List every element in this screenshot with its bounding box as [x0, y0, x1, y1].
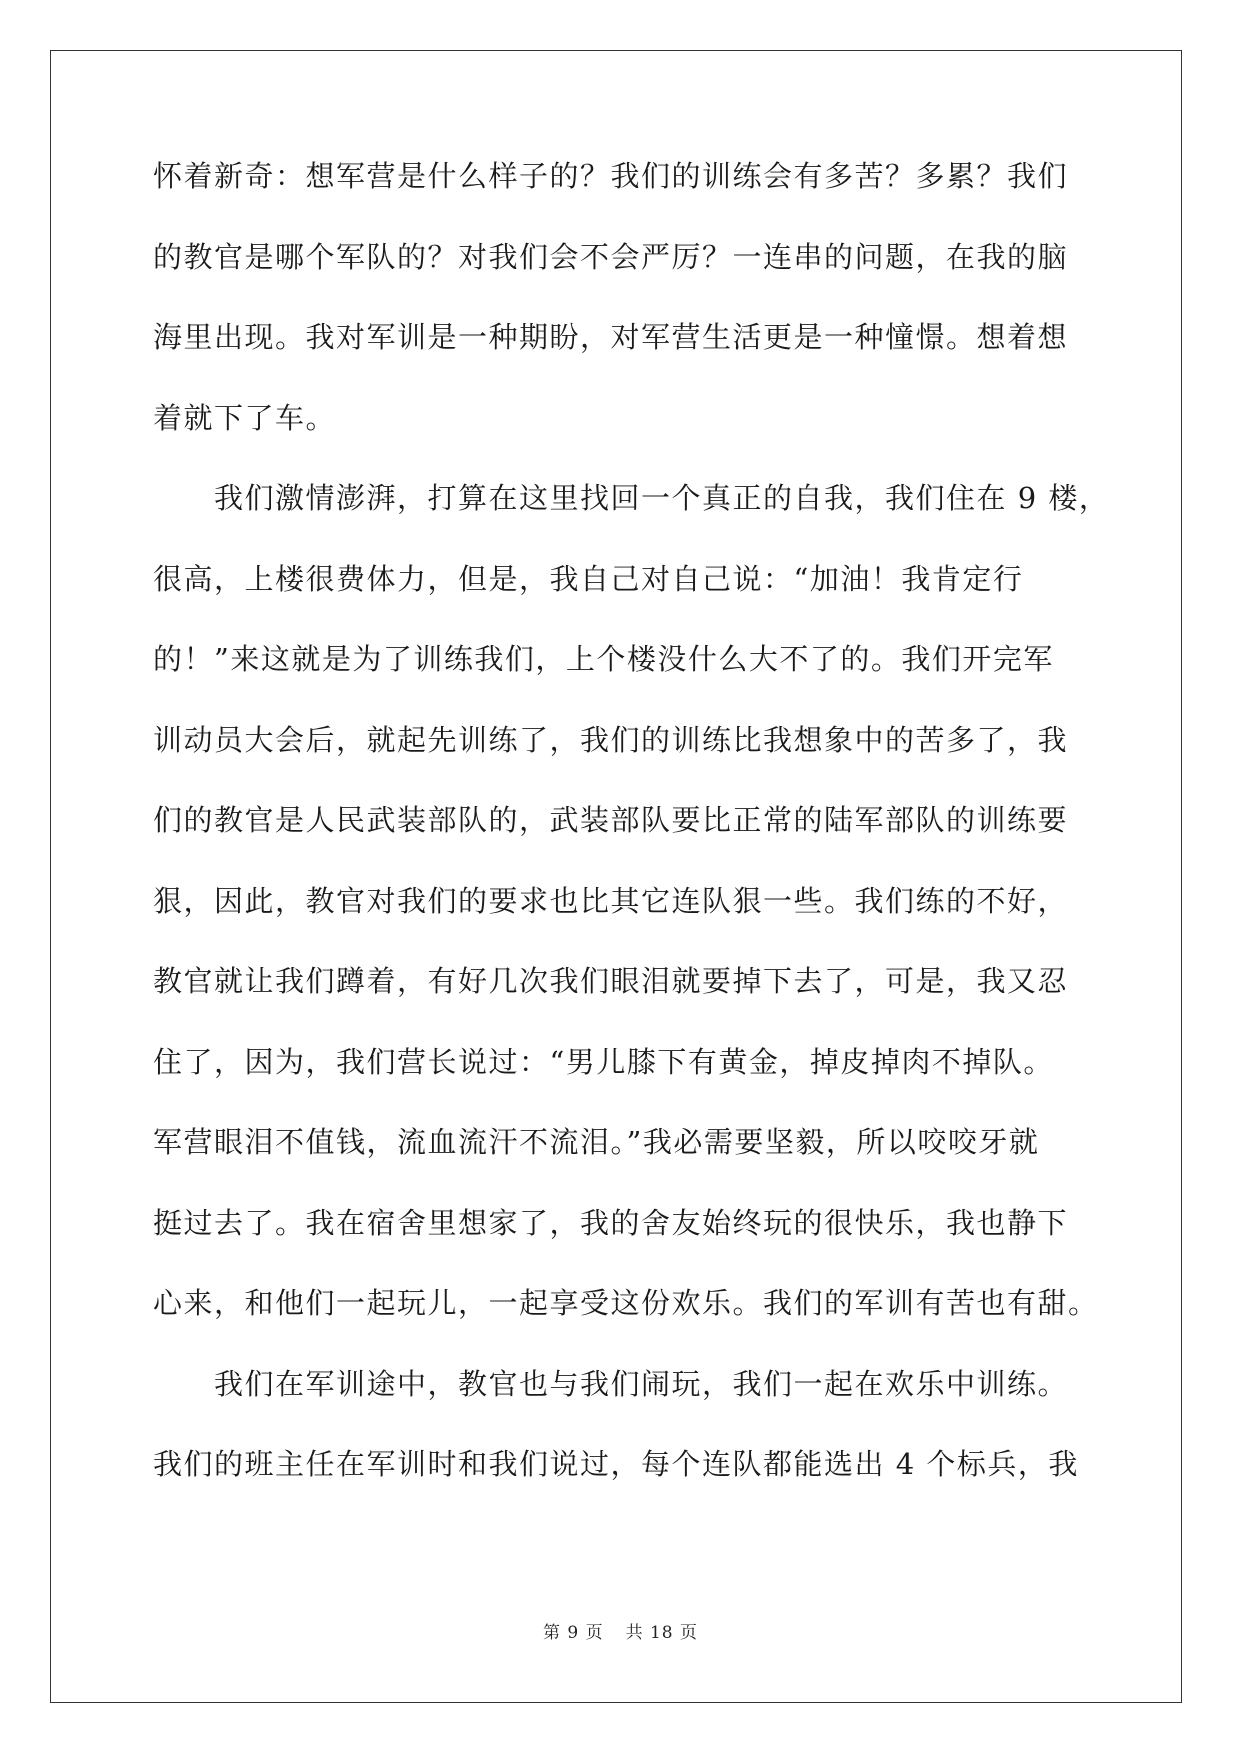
document-body — [153, 159, 1110, 1529]
text-line: 怀着新奇：想军营是什么样子的？我们的训练会有多苦？多累？我们 — [153, 159, 1069, 193]
text-line: 海里出现。我对军训是一种期盼，对军营生活更是一种憧憬。想着想 — [153, 320, 1069, 354]
text-line: 狠，因此，教官对我们的要求也比其它连队狠一些。我们练的不好， — [153, 883, 1069, 918]
text-line: 着就下了车。 — [153, 400, 337, 435]
text-line: 们的教官是人民武装部队的，武装部队要比正常的陆军部队的训练要 — [153, 803, 1069, 837]
text-line: 住了，因为，我们营长说过：“男儿膝下有黄金，掉皮掉肉不掉队。 — [153, 1044, 1054, 1079]
text-line: 训动员大会后，就起先训练了，我们的训练比我想象中的苦多了，我 — [153, 722, 1069, 757]
text-line: 军营眼泪不值钱，流血流汗不流泪。”我必需要坚毅，所以咬咬牙就 — [153, 1125, 1040, 1159]
page-total: 共 18 页 — [625, 1623, 699, 1643]
text-line: 教官就让我们蹲着，有好几次我们眼泪就要掉下去了，可是，我又忍 — [153, 964, 1069, 998]
text-line: 我们的班主任在军训时和我们说过，每个连队都能选出 4 个标兵，我 — [153, 1447, 1079, 1481]
text-line: 很高，上楼很费体力，但是，我自己对自己说：“加油！我肯定行 — [153, 561, 1024, 596]
text-line: 我们激情澎湃，打算在这里找回一个真正的自我，我们住在 9 楼， — [153, 481, 1110, 515]
page-number: 第 9 页 — [542, 1623, 604, 1643]
text-line: 我们在军训途中，教官也与我们闹玩，我们一起在欢乐中训练。 — [153, 1366, 1069, 1401]
text-line: 心来，和他们一起玩儿，一起享受这份欢乐。我们的军训有苦也有甜。 — [153, 1286, 1099, 1320]
text-line: 的教官是哪个军队的？对我们会不会严厉？一连串的问题，在我的脑 — [153, 239, 1069, 274]
page-footer — [0, 1618, 1241, 1643]
text-line: 挺过去了。我在宿舍里想家了，我的舍友始终玩的很快乐，我也静下 — [153, 1205, 1069, 1240]
text-line: 的！”来这就是为了训练我们，上个楼没什么大不了的。我们开完军 — [153, 642, 1054, 676]
